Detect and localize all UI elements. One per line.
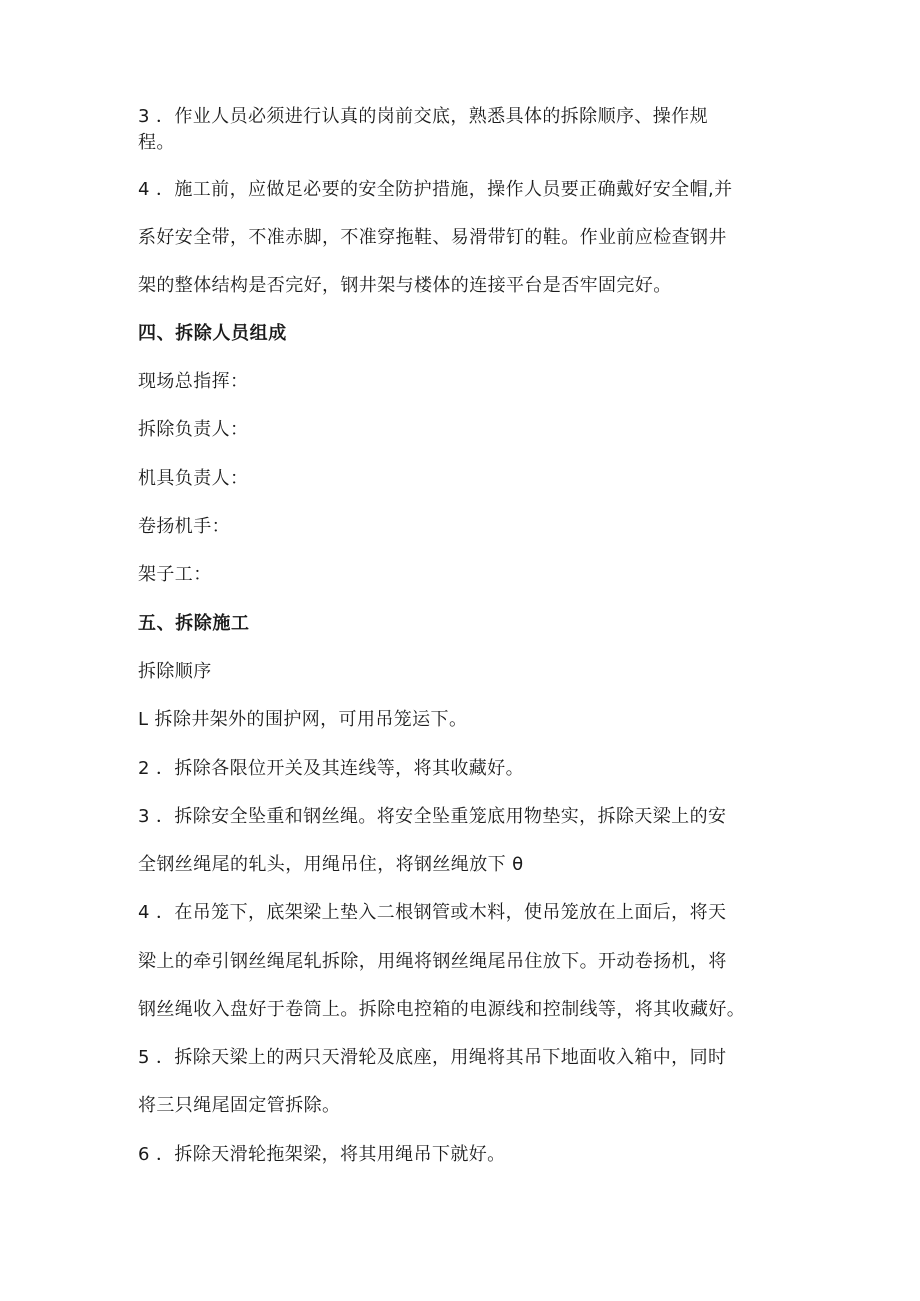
role-hoist-operator: 卷扬机手： bbox=[138, 516, 230, 537]
step-5-line-1: 5 ．拆除天梁上的两只天滑轮及底座，用绳将其吊下地面收入箱中，同时 bbox=[138, 1047, 727, 1068]
step-4-line-3: 钢丝绳收入盘好于卷筒上。拆除电控箱的电源线和控制线等，将其收藏好。 bbox=[138, 999, 746, 1020]
step-4-line-2: 梁上的牵引钢丝绳尾轧拆除，用绳将钢丝绳尾吊住放下。开动卷扬机，将 bbox=[138, 951, 727, 972]
role-demolition-lead: 拆除负责人： bbox=[138, 419, 249, 440]
step-6: 6 ．拆除天滑轮拖架梁，将其用绳吊下就好。 bbox=[138, 1144, 506, 1165]
step-2: 2 ．拆除各限位开关及其连线等，将其收藏好。 bbox=[138, 758, 524, 779]
section-heading-5: 五、拆除施工 bbox=[138, 613, 250, 634]
step-4-line-1: 4 ．在吊笼下，底架梁上垫入二根钢管或木料，使吊笼放在上面后，将天 bbox=[138, 902, 727, 923]
step-3-line-1: 3 ．拆除安全坠重和钢丝绳。将安全坠重笼底用物垫实，拆除天梁上的安 bbox=[138, 806, 727, 827]
paragraph-3-line-2: 程。 bbox=[138, 132, 175, 153]
paragraph-4-line-2: 系好安全带，不准赤脚，不准穿拖鞋、易滑带钉的鞋。作业前应检查钢井 bbox=[138, 227, 727, 248]
subheading-demolition-order: 拆除顺序 bbox=[138, 661, 212, 682]
paragraph-4-line-3: 架的整体结构是否完好，钢井架与楼体的连接平台是否牢固完好。 bbox=[138, 275, 672, 296]
role-equipment-lead: 机具负责人： bbox=[138, 468, 249, 489]
section-heading-4: 四、拆除人员组成 bbox=[138, 323, 287, 344]
step-3-line-2: 全钢丝绳尾的轧头，用绳吊住，将钢丝绳放下 θ bbox=[138, 854, 524, 875]
step-1: L 拆除井架外的围护网，可用吊笼运下。 bbox=[138, 709, 468, 730]
step-5-line-2: 将三只绳尾固定管拆除。 bbox=[138, 1095, 341, 1116]
role-site-commander: 现场总指挥： bbox=[138, 371, 249, 392]
role-scaffolder: 架子工： bbox=[138, 564, 212, 585]
paragraph-4-line-1: 4 ．施工前，应做足必要的安全防护措施，操作人员要正确戴好安全帽,并 bbox=[138, 179, 733, 200]
paragraph-3-line-1: 3 ．作业人员必须进行认真的岗前交底，熟悉具体的拆除顺序、操作规 bbox=[138, 106, 708, 127]
